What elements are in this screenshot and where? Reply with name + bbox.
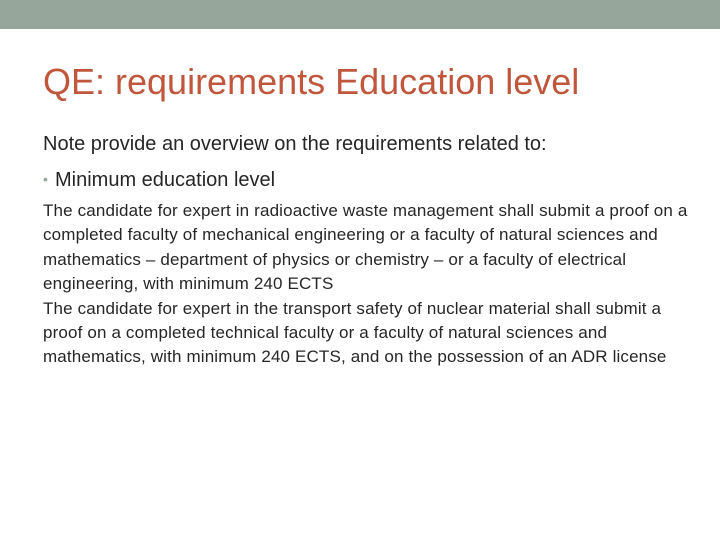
bullet-icon: • bbox=[43, 171, 48, 187]
bullet-text: Minimum education level bbox=[55, 169, 276, 191]
paragraph-waste-management: The candidate for expert in radioactive waste management shall submit a proof on a completed faculty of mechanical engineering or a faculty of natural sciences and mathematics – department of physics or chemistry – or a faculty of electrical engineering, with minimum 240 ECTS bbox=[43, 201, 688, 294]
body-text bbox=[43, 199, 693, 370]
bullet-item bbox=[43, 166, 275, 193]
top-accent-bar bbox=[0, 0, 720, 29]
slide-title: QE: requirements Education level bbox=[43, 61, 580, 102]
paragraph-transport-safety: The candidate for expert in the transport safety of nuclear material shall submit a proof on a completed technical faculty or a faculty of natural sciences and mathematics, with minimum 240 ECTS, and on the possession of an ADR license bbox=[43, 298, 667, 367]
intro-text: Note provide an overview on the requirements related to: bbox=[43, 133, 547, 155]
